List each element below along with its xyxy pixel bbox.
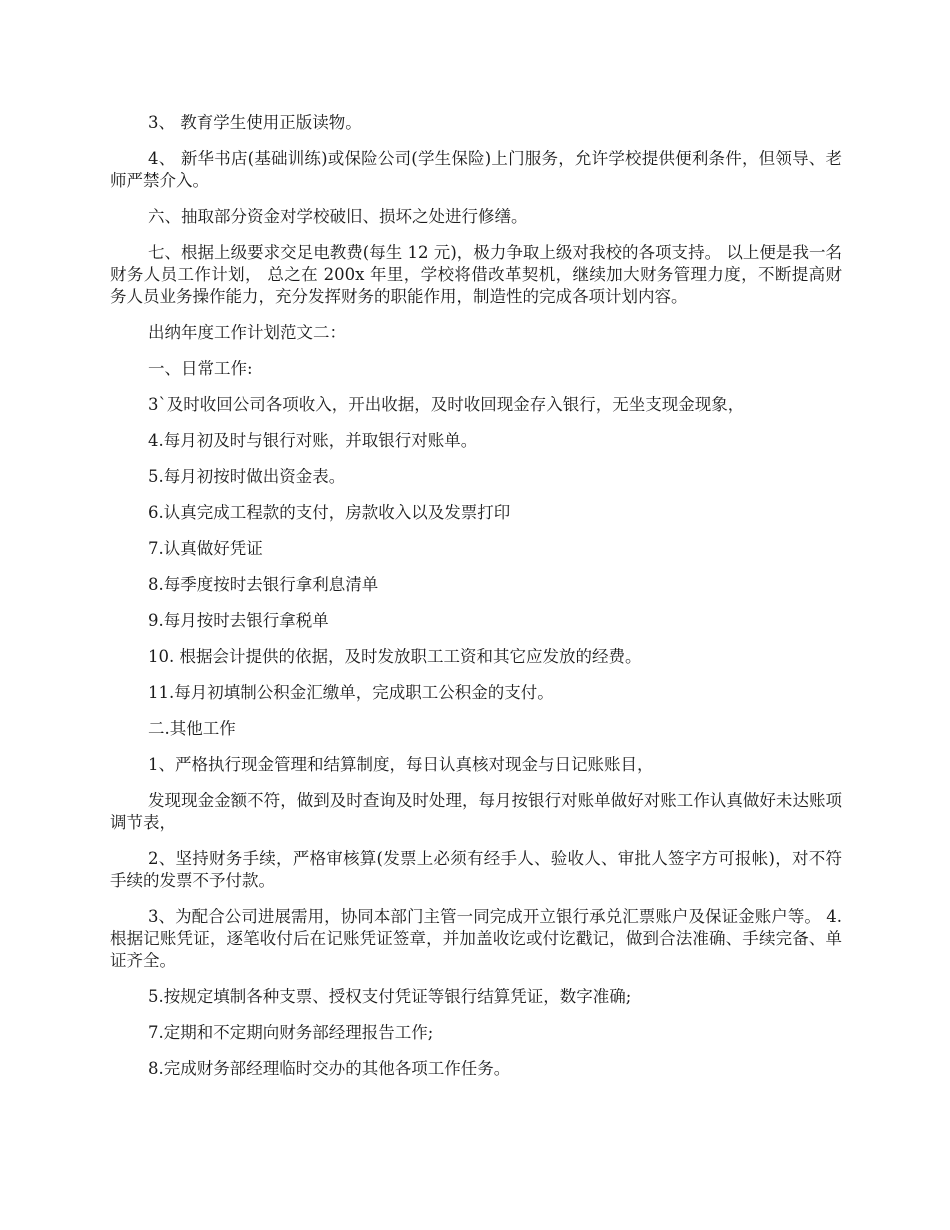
section-heading-fanwen-er: 出纳年度工作计划范文二： <box>148 323 346 342</box>
paragraph-1: 3、 教育学生使用正版读物。 <box>148 113 362 132</box>
paragraph-3: 六、抽取部分资金对学校破旧、损坏之处进行修缮。 <box>148 207 528 226</box>
document-body <box>110 112 842 1094</box>
paragraph-20: 3、为配合公司进展需用，协同本部门主管一同完成开立银行承兑汇票账户及保证金账户等。 4.根据记账凭证，逐笔收付后在记账凭证签章，并加盖收讫或付讫戳记，做到合法准确、手续完备、单证齐全。 <box>110 907 842 970</box>
paragraph-4: 七、根据上级要求交足电教费(每生 12 元)，极力争取上级对我校的各项支持。 以上便是我一名财务人员工作计划， 总之在 200x 年里，学校将借改革契机，继续加大财务管理力度，不断提高财务人员业务操作能力，充分发挥财务的职能作用，制造性的完成各项计划内容。 <box>110 243 842 306</box>
section-heading-other-work: 二.其他工作 <box>148 719 236 738</box>
paragraph-14: 10. 根据会计提供的依据，及时发放职工工资和其它应发放的经费。 <box>148 647 642 666</box>
paragraph-7: 3`及时收回公司各项收入，开出收据，及时收回现金存入银行，无坐支现金现象， <box>148 395 745 414</box>
paragraph-13: 9.每月按时去银行拿税单 <box>148 611 329 630</box>
paragraph-12: 8.每季度按时去银行拿利息清单 <box>148 575 379 594</box>
paragraph-19: 2、坚持财务手续，严格审核算(发票上必须有经手人、验收人、审批人签字方可报帐)，对不符手续的发票不予付款。 <box>110 849 842 890</box>
section-heading-daily-work: 一、日常工作: <box>148 359 253 378</box>
paragraph-10: 6.认真完成工程款的支付，房款收入以及发票打印 <box>148 503 511 522</box>
paragraph-2: 4、 新华书店(基础训练)或保险公司(学生保险)上门服务，允许学校提供便利条件，但领导、老师严禁介入。 <box>110 149 842 190</box>
paragraph-23: 8.完成财务部经理临时交办的其他各项工作任务。 <box>148 1059 511 1078</box>
paragraph-9: 5.每月初按时做出资金表。 <box>148 467 346 486</box>
paragraph-8: 4.每月初及时与银行对账，并取银行对账单。 <box>148 431 478 450</box>
paragraph-17: 1、严格执行现金管理和结算制度，每日认真核对现金与日记账账目， <box>148 755 654 774</box>
paragraph-15: 11.每月初填制公积金汇缴单，完成职工公积金的支付。 <box>148 683 554 702</box>
paragraph-11: 7.认真做好凭证 <box>148 539 263 558</box>
paragraph-22: 7.定期和不定期向财务部经理报告工作; <box>148 1023 434 1042</box>
paragraph-18: 发现现金金额不符，做到及时查询及时处理，每月按银行对账单做好对账工作认真做好未达账项调节表， <box>110 791 842 832</box>
paragraph-21: 5.按规定填制各种支票、授权支付凭证等银行结算凭证，数字准确; <box>148 987 632 1006</box>
